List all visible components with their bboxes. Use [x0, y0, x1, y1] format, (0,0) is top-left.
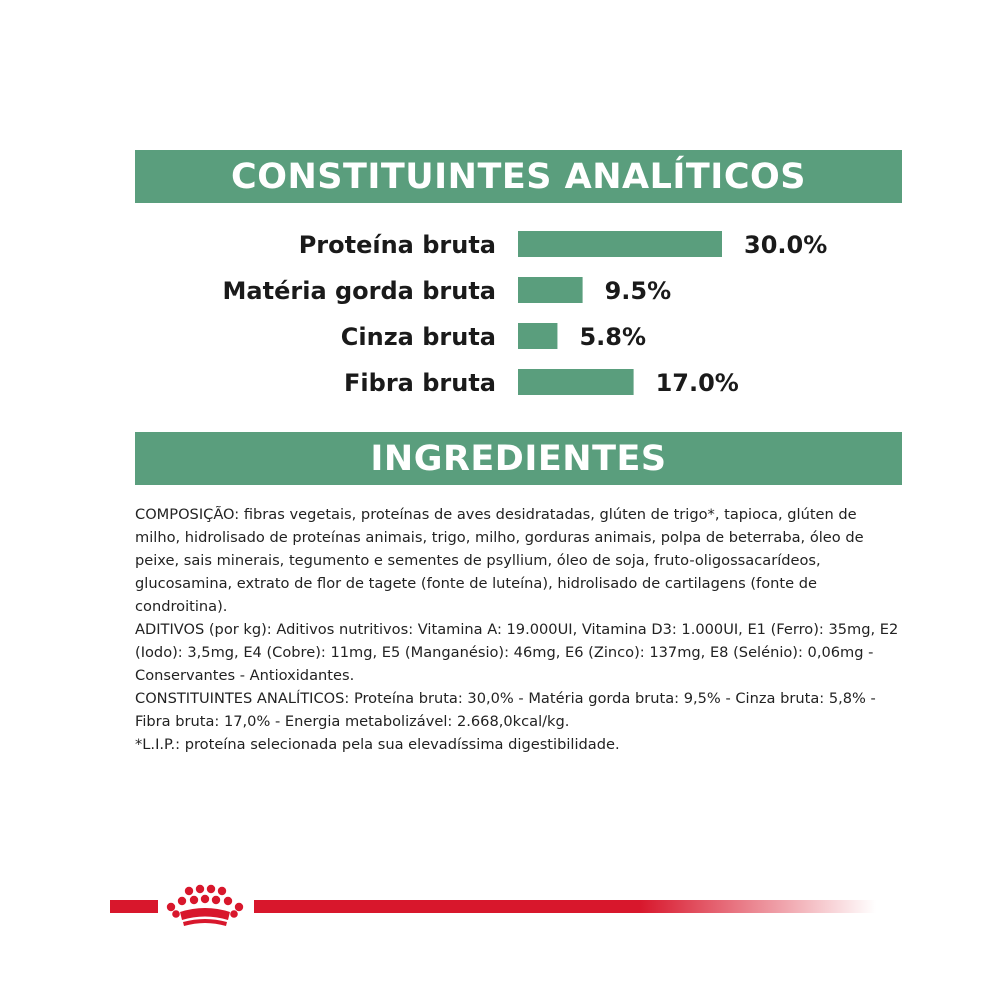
bar [518, 323, 557, 349]
bar-category-label: Matéria gorda bruta [222, 277, 496, 305]
bar [518, 277, 583, 303]
bar-value-label: 9.5% [604, 277, 672, 305]
analytic-bar-chart [0, 215, 1000, 400]
bar-category-label: Cinza bruta [340, 323, 496, 351]
ingredients-footnote: *L.I.P.: proteína selecionada pela sua elevadíssima digestibilidade. [135, 736, 620, 753]
ingredients-additives: ADITIVOS (por kg): Aditivos nutritivos: Vitamina A: 19.000UI, Vitamina D3: 1.000UI, E1 (Ferro): 35mg, E2 (Iodo): 3,5mg, E4 (Cobre): 11mg, E5 (Manganésio): 46mg, E6 (Zinco): 137mg, E8 (Selénio): 0,06mg - Conservantes - Antioxidantes. [135, 621, 899, 684]
ingredients-text [135, 503, 902, 756]
bar [518, 231, 722, 257]
bar-category-label: Proteína bruta [298, 231, 496, 259]
bar-value-label: 30.0% [744, 231, 828, 259]
bar-value-label: 5.8% [579, 323, 647, 351]
bar-category-label: Fibra bruta [344, 369, 496, 397]
footer-red-line-right [254, 900, 876, 913]
ingredients-analytic: CONSTITUINTES ANALÍTICOS: Proteína bruta: 30,0% - Matéria gorda bruta: 9,5% - Cinza bruta: 5,8% - Fibra bruta: 17,0% - Energia metabolizável: 2.668,0kcal/kg. [135, 690, 876, 730]
ingredients-composition: COMPOSIÇÃO: fibras vegetais, proteínas de aves desidratadas, glúten de trigo*, tapioca, glúten de milho, hidrolisado de proteínas animais, trigo, milho, gorduras animais, polpa de beterraba, óleo de peixe, sais minerais, tegumento e sementes de psyllium, óleo de soja, fruto-oligossacarídeos, glucosamina, extrato de flor de tagete (fonte de luteína), hidrolisado de cartilagens (fonte de condroitina). [135, 506, 864, 615]
ingredients-section-header [135, 432, 902, 485]
analytic-section-header [135, 150, 902, 203]
ingredients-section-title: INGREDIENTES [370, 438, 667, 479]
royal-crown-icon [162, 882, 248, 928]
bar-value-label: 17.0% [655, 369, 739, 397]
analytic-section-title: CONSTITUINTES ANALÍTICOS [231, 156, 806, 197]
footer-red-line-left [110, 900, 158, 913]
bar [518, 369, 634, 395]
